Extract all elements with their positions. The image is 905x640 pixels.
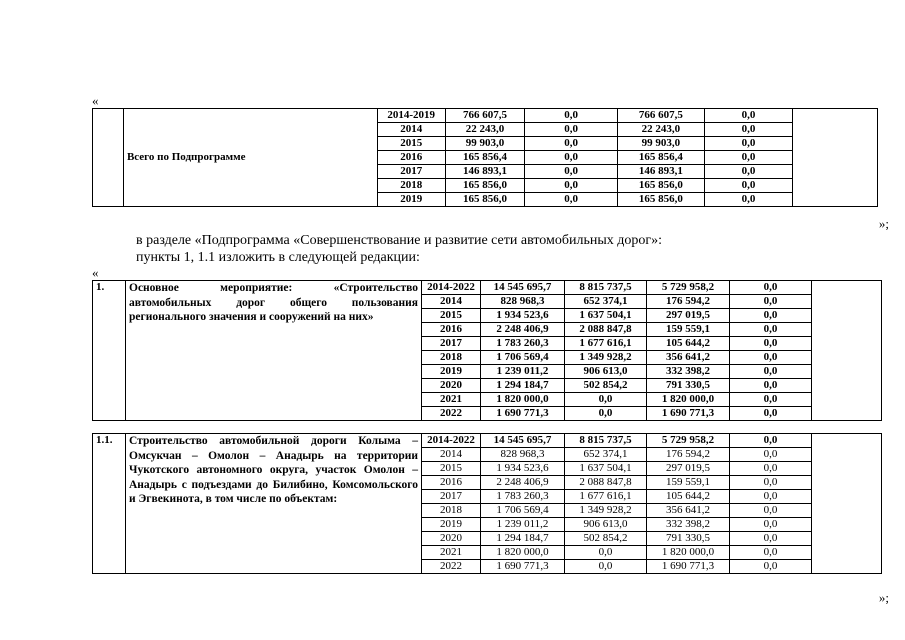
amount-cell: 1 637 504,1 bbox=[565, 309, 647, 323]
amount-cell: 791 330,5 bbox=[647, 379, 730, 393]
item-number bbox=[93, 109, 124, 207]
year-cell: 2018 bbox=[422, 351, 481, 365]
year-cell: 2014 bbox=[422, 448, 481, 462]
amount-cell: 165 856,0 bbox=[445, 179, 524, 193]
year-cell: 2017 bbox=[422, 337, 481, 351]
amount-cell: 22 243,0 bbox=[618, 123, 705, 137]
amount-cell: 2 248 406,9 bbox=[481, 323, 565, 337]
year-cell: 2015 bbox=[422, 309, 481, 323]
year-cell: 2019 bbox=[422, 365, 481, 379]
amendment-text-line-2: пункты 1, 1.1 изложить в следующей редакции: bbox=[136, 250, 420, 265]
amount-cell: 502 854,2 bbox=[565, 379, 647, 393]
amount-cell: 0,0 bbox=[730, 393, 812, 407]
amount-cell: 356 641,2 bbox=[647, 351, 730, 365]
amount-cell: 1 349 928,2 bbox=[565, 351, 647, 365]
amount-cell: 0,0 bbox=[704, 151, 793, 165]
amount-cell: 828 968,3 bbox=[481, 448, 565, 462]
amount-cell: 1 820 000,0 bbox=[647, 546, 730, 560]
amount-cell: 652 374,1 bbox=[565, 448, 647, 462]
amount-cell: 0,0 bbox=[730, 323, 812, 337]
year-cell: 2019 bbox=[422, 518, 481, 532]
amount-cell: 0,0 bbox=[730, 532, 812, 546]
amount-cell: 1 934 523,6 bbox=[481, 462, 565, 476]
amount-cell: 8 815 737,5 bbox=[565, 281, 647, 295]
amount-cell: 906 613,0 bbox=[565, 365, 647, 379]
amount-cell: 1 706 569,4 bbox=[481, 504, 565, 518]
amount-cell: 1 294 184,7 bbox=[481, 532, 565, 546]
main-activity-table bbox=[92, 280, 882, 421]
amount-cell: 1 934 523,6 bbox=[481, 309, 565, 323]
amount-cell: 159 559,1 bbox=[647, 476, 730, 490]
amount-cell: 502 854,2 bbox=[565, 532, 647, 546]
amount-cell: 105 644,2 bbox=[647, 490, 730, 504]
table-row bbox=[93, 281, 882, 295]
amount-cell: 8 815 737,5 bbox=[565, 434, 647, 448]
amount-cell: 0,0 bbox=[565, 546, 647, 560]
year-cell: 2021 bbox=[422, 393, 481, 407]
year-cell: 2014-2019 bbox=[377, 109, 445, 123]
amount-cell: 297 019,5 bbox=[647, 309, 730, 323]
item-label: Основное мероприятие: «Строительство автомобильных дорог общего пользования регионального значения и сооружений на них» bbox=[126, 281, 422, 421]
amount-cell: 356 641,2 bbox=[647, 504, 730, 518]
year-cell: 2016 bbox=[422, 323, 481, 337]
item-label: Строительство автомобильной дороги Колыма – Омсукчан – Омолон – Анадырь на территории Чукотского автономного округа, участок Омолон – Анадырь с подъездами до Билибино, Комсомольского и Эгвекинота, в том числе по объектам: bbox=[126, 434, 422, 574]
amount-cell: 766 607,5 bbox=[445, 109, 524, 123]
amount-cell: 1 820 000,0 bbox=[647, 393, 730, 407]
amendment-text-line-1: в разделе «Подпрограмма «Совершенствование и развитие сети автомобильных дорог»: bbox=[136, 233, 663, 248]
year-cell: 2022 bbox=[422, 560, 481, 574]
year-cell: 2022 bbox=[422, 407, 481, 421]
amount-cell: 652 374,1 bbox=[565, 295, 647, 309]
amount-cell: 146 893,1 bbox=[445, 165, 524, 179]
table-row bbox=[93, 434, 882, 448]
open-quote: « bbox=[92, 93, 99, 108]
year-cell: 2016 bbox=[377, 151, 445, 165]
amount-cell: 1 820 000,0 bbox=[481, 393, 565, 407]
amount-cell: 0,0 bbox=[704, 193, 793, 207]
amount-cell: 1 783 260,3 bbox=[481, 337, 565, 351]
amount-cell: 146 893,1 bbox=[618, 165, 705, 179]
amount-cell: 0,0 bbox=[730, 434, 812, 448]
close-quote-2: »; bbox=[878, 590, 889, 605]
amount-cell: 165 856,4 bbox=[445, 151, 524, 165]
amount-cell: 0,0 bbox=[704, 109, 793, 123]
year-cell: 2017 bbox=[422, 490, 481, 504]
table-row bbox=[93, 109, 878, 123]
amount-cell: 0,0 bbox=[525, 179, 618, 193]
amount-cell: 297 019,5 bbox=[647, 462, 730, 476]
amount-cell: 0,0 bbox=[704, 179, 793, 193]
amount-cell: 0,0 bbox=[565, 407, 647, 421]
amount-cell: 1 820 000,0 bbox=[481, 546, 565, 560]
item-label: Всего по Подпрограмме bbox=[123, 109, 377, 207]
amount-cell: 0,0 bbox=[525, 165, 618, 179]
amount-cell: 0,0 bbox=[730, 351, 812, 365]
amount-cell: 5 729 958,2 bbox=[647, 281, 730, 295]
year-cell: 2020 bbox=[422, 532, 481, 546]
year-cell: 2016 bbox=[422, 476, 481, 490]
amount-cell: 0,0 bbox=[704, 137, 793, 151]
amount-cell: 0,0 bbox=[525, 193, 618, 207]
amount-cell: 1 690 771,3 bbox=[647, 407, 730, 421]
year-cell: 2019 bbox=[377, 193, 445, 207]
amount-cell: 0,0 bbox=[565, 393, 647, 407]
amount-cell: 0,0 bbox=[525, 137, 618, 151]
amount-cell: 2 088 847,8 bbox=[565, 476, 647, 490]
amount-cell: 0,0 bbox=[704, 165, 793, 179]
amount-cell: 791 330,5 bbox=[647, 532, 730, 546]
empty-cell bbox=[812, 434, 882, 574]
amount-cell: 1 706 569,4 bbox=[481, 351, 565, 365]
amount-cell: 0,0 bbox=[730, 490, 812, 504]
amount-cell: 0,0 bbox=[730, 476, 812, 490]
amount-cell: 176 594,2 bbox=[647, 295, 730, 309]
year-cell: 2014 bbox=[377, 123, 445, 137]
amount-cell: 766 607,5 bbox=[618, 109, 705, 123]
amount-cell: 1 690 771,3 bbox=[481, 407, 565, 421]
amount-cell: 0,0 bbox=[730, 337, 812, 351]
amount-cell: 0,0 bbox=[730, 379, 812, 393]
amount-cell: 0,0 bbox=[730, 504, 812, 518]
amount-cell: 165 856,0 bbox=[445, 193, 524, 207]
amount-cell: 1 294 184,7 bbox=[481, 379, 565, 393]
year-cell: 2018 bbox=[422, 504, 481, 518]
amount-cell: 1 349 928,2 bbox=[565, 504, 647, 518]
amount-cell: 99 903,0 bbox=[445, 137, 524, 151]
amount-cell: 906 613,0 bbox=[565, 518, 647, 532]
amount-cell: 22 243,0 bbox=[445, 123, 524, 137]
subprogram-total-table bbox=[92, 108, 878, 207]
amount-cell: 1 239 011,2 bbox=[481, 518, 565, 532]
year-cell: 2021 bbox=[422, 546, 481, 560]
amount-cell: 2 088 847,8 bbox=[565, 323, 647, 337]
amount-cell: 99 903,0 bbox=[618, 137, 705, 151]
amount-cell: 0,0 bbox=[730, 407, 812, 421]
amount-cell: 165 856,4 bbox=[618, 151, 705, 165]
amount-cell: 0,0 bbox=[730, 309, 812, 323]
amount-cell: 0,0 bbox=[730, 546, 812, 560]
year-cell: 2014-2022 bbox=[422, 434, 481, 448]
road-construction-table bbox=[92, 433, 882, 574]
amount-cell: 1 239 011,2 bbox=[481, 365, 565, 379]
amount-cell: 0,0 bbox=[525, 123, 618, 137]
year-cell: 2015 bbox=[377, 137, 445, 151]
open-quote-2: « bbox=[92, 265, 99, 280]
amount-cell: 14 545 695,7 bbox=[481, 434, 565, 448]
year-cell: 2014-2022 bbox=[422, 281, 481, 295]
amount-cell: 165 856,0 bbox=[618, 179, 705, 193]
amount-cell: 0,0 bbox=[730, 462, 812, 476]
amount-cell: 14 545 695,7 bbox=[481, 281, 565, 295]
amount-cell: 165 856,0 bbox=[618, 193, 705, 207]
item-number: 1.1. bbox=[93, 434, 126, 574]
amount-cell: 159 559,1 bbox=[647, 323, 730, 337]
amount-cell: 332 398,2 bbox=[647, 365, 730, 379]
amount-cell: 0,0 bbox=[565, 560, 647, 574]
amount-cell: 0,0 bbox=[525, 109, 618, 123]
close-quote: »; bbox=[878, 216, 889, 231]
empty-cell bbox=[812, 281, 882, 421]
item-number: 1. bbox=[93, 281, 126, 421]
amount-cell: 176 594,2 bbox=[647, 448, 730, 462]
amount-cell: 1 783 260,3 bbox=[481, 490, 565, 504]
year-cell: 2020 bbox=[422, 379, 481, 393]
amount-cell: 1 690 771,3 bbox=[647, 560, 730, 574]
amount-cell: 332 398,2 bbox=[647, 518, 730, 532]
amount-cell: 828 968,3 bbox=[481, 295, 565, 309]
amount-cell: 2 248 406,9 bbox=[481, 476, 565, 490]
year-cell: 2018 bbox=[377, 179, 445, 193]
year-cell: 2014 bbox=[422, 295, 481, 309]
amount-cell: 105 644,2 bbox=[647, 337, 730, 351]
amount-cell: 0,0 bbox=[730, 365, 812, 379]
amount-cell: 1 677 616,1 bbox=[565, 337, 647, 351]
year-cell: 2015 bbox=[422, 462, 481, 476]
amount-cell: 1 637 504,1 bbox=[565, 462, 647, 476]
year-cell: 2017 bbox=[377, 165, 445, 179]
amount-cell: 1 690 771,3 bbox=[481, 560, 565, 574]
amount-cell: 0,0 bbox=[730, 448, 812, 462]
amount-cell: 5 729 958,2 bbox=[647, 434, 730, 448]
amount-cell: 0,0 bbox=[525, 151, 618, 165]
amount-cell: 0,0 bbox=[730, 518, 812, 532]
amount-cell: 0,0 bbox=[704, 123, 793, 137]
empty-cell bbox=[793, 109, 878, 207]
amount-cell: 0,0 bbox=[730, 295, 812, 309]
amount-cell: 0,0 bbox=[730, 281, 812, 295]
amount-cell: 0,0 bbox=[730, 560, 812, 574]
amount-cell: 1 677 616,1 bbox=[565, 490, 647, 504]
